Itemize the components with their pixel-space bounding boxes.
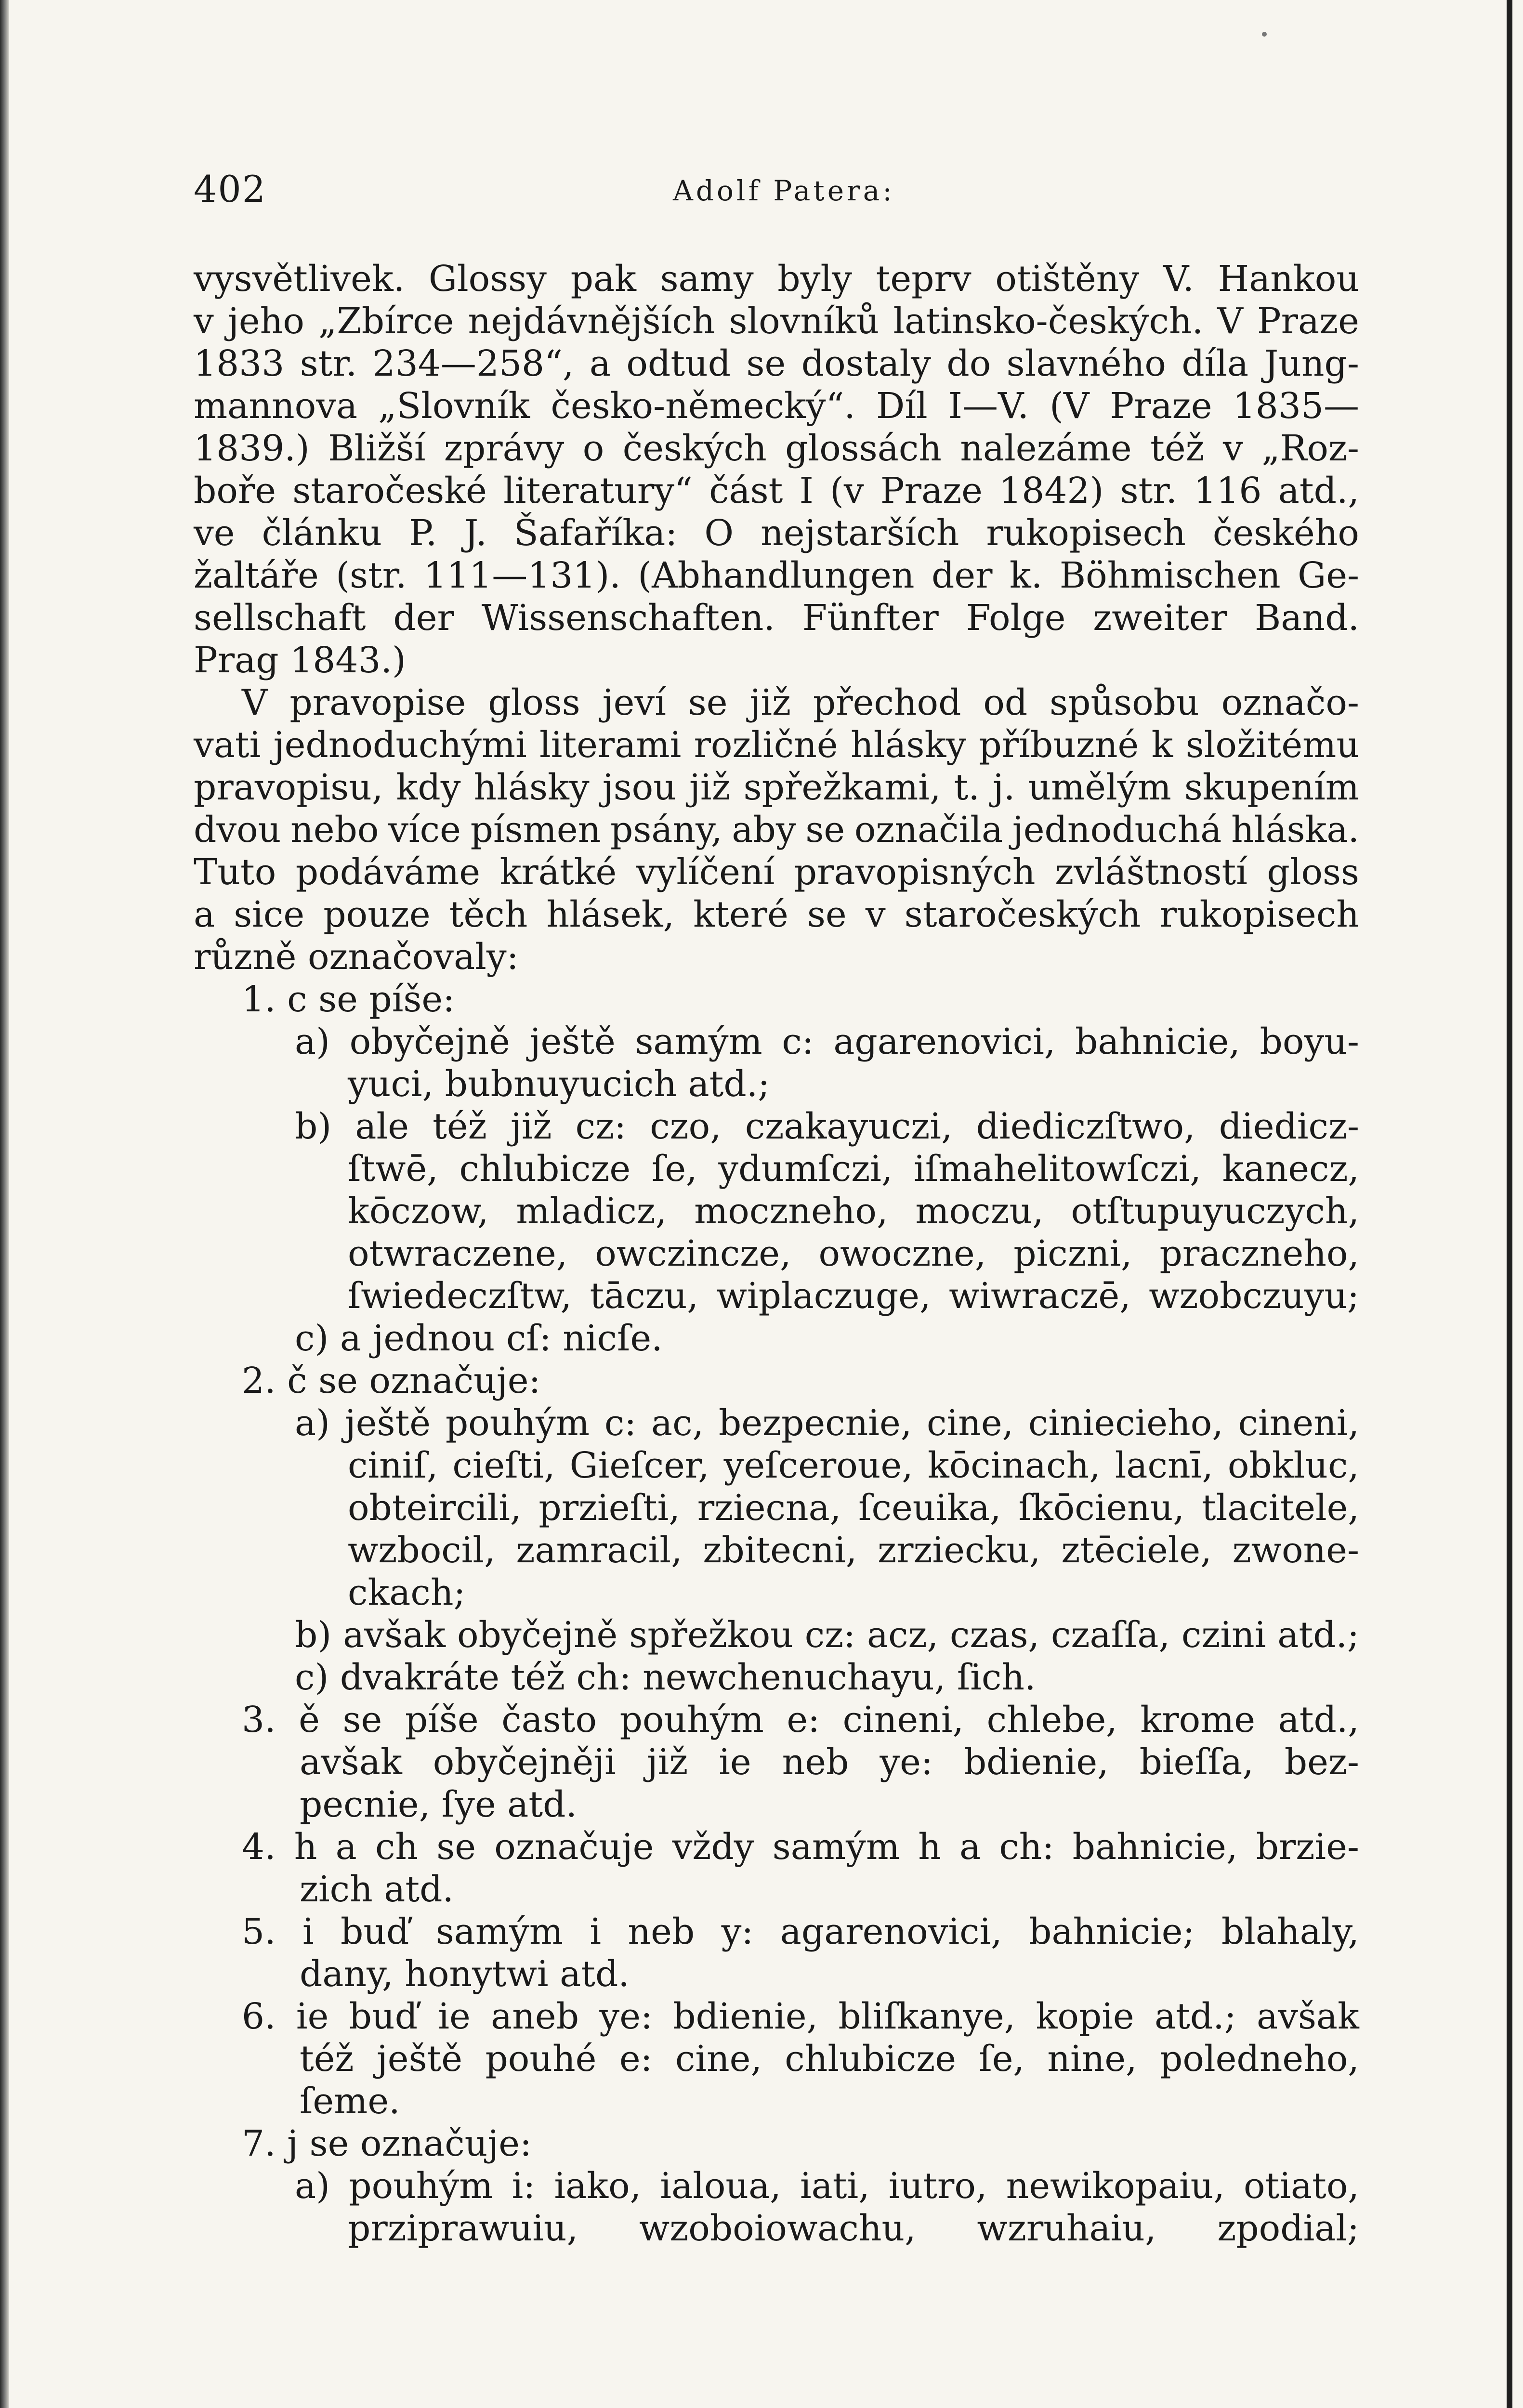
text-line: a) pouhým i: iako, ialoua, iati, iutro, newikopaiu, otiato, <box>295 2165 1359 2207</box>
text-line: 1. c se píše: <box>242 979 455 1020</box>
text-line: 2. č se označuje: <box>242 1360 541 1401</box>
text-line: 4. h a ch se označuje vždy samým h a ch: bahnicie, brzie- <box>242 1826 1359 1868</box>
text-line: Tuto podáváme krátké vylíčení pravopisných zvláštností gloss <box>194 851 1359 893</box>
text-line: 6. ie buď ie aneb ye: bdienie, bliſkanye, kopie atd.; avšak <box>242 1996 1359 2037</box>
text-line: dany, honytwi atd. <box>300 1953 630 1995</box>
page-edge-left <box>0 0 9 2408</box>
text-line: 1833 str. 234—258“, a odtud se dostaly do slavného díla Jung- <box>194 343 1359 384</box>
text-line: vysvětlivek. Glossy pak samy byly teprv otištěny V. Hankou <box>194 258 1359 300</box>
text-line: V pravopise gloss jeví se již přechod od spůsobu označo- <box>242 682 1359 723</box>
text-line: c) dvakráte též ch: newchenuchayu, ſich. <box>295 1657 1036 1698</box>
page-header <box>194 168 1359 221</box>
text-line: prziprawuiu, wzoboiowachu, wzruhaiu, zpodial; <box>348 2208 1359 2249</box>
text-line: též ještě pouhé e: cine, chlubicze ſe, nine, poledneho, <box>300 2038 1359 2080</box>
text-line: yuci, bubnuyucich atd.; <box>348 1063 770 1105</box>
text-line: zich atd. <box>300 1869 454 1910</box>
text-line: ſeme. <box>300 2081 400 2122</box>
text-line: ve článku P. J. Šafaříka: O nejstarších rukopisech českého <box>194 512 1359 554</box>
text-line: mannova „Slovník česko-německý“. Díl I—V. (V Praze 1835— <box>194 385 1359 427</box>
text-line: avšak obyčejněji již ie neb ye: bdienie, bieſſa, bez- <box>300 1741 1359 1783</box>
text-line: a sice pouze těch hlásek, které se v staročeských rukopisech <box>194 894 1359 935</box>
paper-speck <box>1262 32 1267 37</box>
text-line: obteircili, przieſti, rziecna, ſceuika, ſkōcienu, tlacitele, <box>348 1487 1359 1529</box>
text-line: ciniſ, cieſti, Gieſcer, yeſceroue, kōcinach, lacnī, obkluc, <box>348 1445 1359 1486</box>
page-edge-right <box>1507 0 1512 2408</box>
text-line: a) obyčejně ještě samým c: agarenovici, bahnicie, boyu- <box>295 1021 1359 1062</box>
text-line: pravopisu, kdy hlásky jsou již spřežkami, t. j. umělým skupením <box>194 767 1359 808</box>
text-line: 5. i buď samým i neb y: agarenovici, bahnicie; blahaly, <box>242 1911 1359 1952</box>
text-line: b) avšak obyčejně spřežkou cz: acz, czas, czaſſa, czini atd.; <box>295 1614 1359 1656</box>
running-head: Adolf Patera: <box>673 174 895 207</box>
text-line: wzbocil, zamracil, zbitecni, zrziecku, ztēciele, zwone- <box>348 1530 1359 1571</box>
text-line: v jeho „Zbírce nejdávnějších slovníků latinsko-českých. V Praze <box>194 301 1359 342</box>
text-line: c) a jednou cſ: nicſe. <box>295 1318 663 1359</box>
text-line: 7. j se označuje: <box>242 2123 532 2164</box>
text-line: a) ještě pouhým c: ac, bezpecnie, cine, ciniecieho, cineni, <box>295 1402 1359 1444</box>
text-line: b) ale též již cz: czo, czakayuczi, diediczſtwo, diedicz- <box>295 1106 1359 1147</box>
body-text <box>194 258 1359 2250</box>
text-line: sellschaft der Wissenschaften. Fünfter Folge zweiter Band. <box>194 597 1359 639</box>
text-line: žaltáře (str. 111—131). (Abhandlungen der k. Böhmischen Ge- <box>194 555 1359 596</box>
text-line: 3. ě se píše často pouhým e: cineni, chlebe, krome atd., <box>242 1699 1359 1741</box>
text-line: vati jednoduchými literami rozličné hlásky příbuzné k složitému <box>194 724 1359 766</box>
page-number: 402 <box>194 168 267 210</box>
text-line: dvou nebo více písmen psány, aby se označila jednoduchá hláska. <box>194 809 1359 851</box>
text-line: ſwiedeczſtw, tāczu, wiplaczuge, wiwraczē, wzobczuyu; <box>348 1275 1359 1317</box>
text-line: 1839.) Bližší zprávy o českých glossách nalezáme též v „Roz- <box>194 428 1359 469</box>
text-line: ſtwē, chlubicze ſe, ydumſczi, iſmahelitowſczi, kanecz, <box>348 1148 1359 1190</box>
text-line: boře staročeské literatury“ část I (v Praze 1842) str. 116 atd., <box>194 470 1359 511</box>
text-line: otwraczene, owczincze, owoczne, piczni, praczneho, <box>348 1233 1359 1274</box>
text-line: pecnie, ſye atd. <box>300 1784 578 1825</box>
text-line: různě označovaly: <box>194 936 519 978</box>
text-line: ckach; <box>348 1572 466 1613</box>
text-line: kōczow, mladicz, moczneho, moczu, otſtupuyuczych, <box>348 1191 1359 1232</box>
text-line: Prag 1843.) <box>194 640 406 681</box>
